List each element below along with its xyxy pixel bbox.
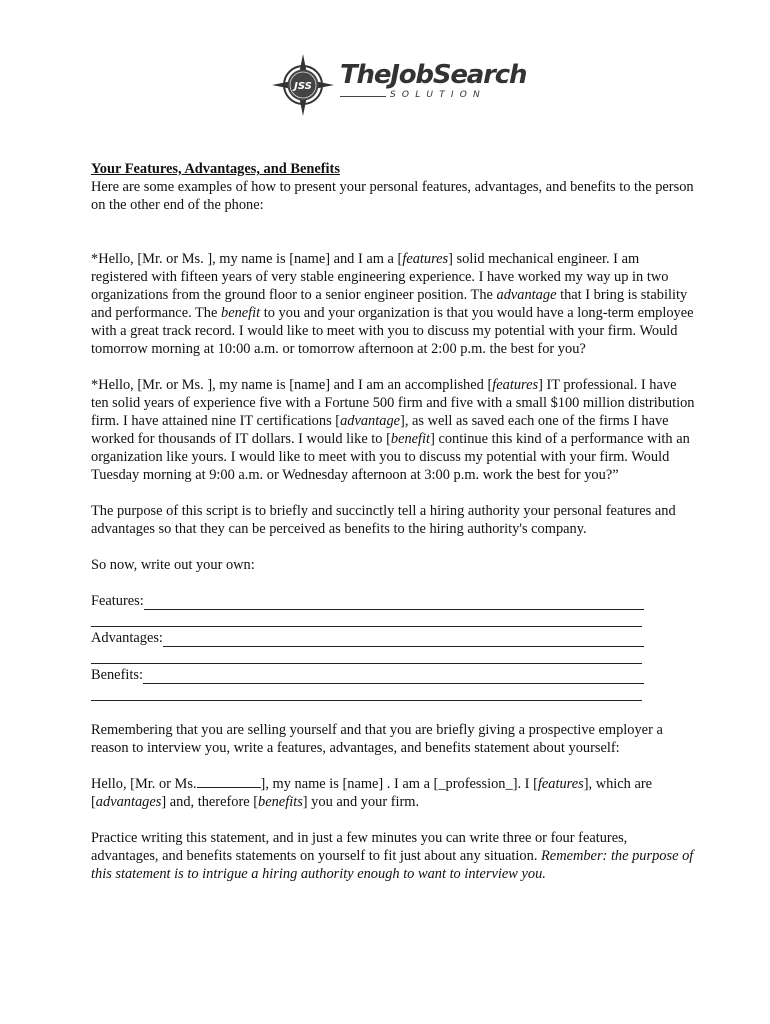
company-logo xyxy=(270,52,527,118)
features-label: Features: xyxy=(91,593,144,609)
practice-paragraph: Practice writing this statement, and in just a few minutes you can write three or four features, advantages, and benefits statements on yourself to fit just about any situation. Remember: the purpose of this statement is to intrigue a hiring authority enough to want to interview you. xyxy=(91,830,694,882)
advantages-field[interactable] xyxy=(91,629,644,647)
example-paragraph-2: *Hello, [Mr. or Ms. ], my name is [name] and I am an accomplished [features] IT professional. I have ten solid years of experience five with a Fortune 500 firm and five with a small $100 million distribution firm. I have attained nine IT certifications [advantage], as well as saved each one of the firms I have worked for thousands of IT dollars. I would like to [benefit] continue this kind of a performance with an organization like yours. I would like to meet with you to discuss my potential with your firm. Would Tuesday morning at 9:00 a.m. or Wednesday afternoon at 3:00 p.m. work the best for you?” xyxy=(91,377,695,483)
logo-wordmark: TheJobSearch xyxy=(340,60,527,90)
name-blank[interactable] xyxy=(197,775,261,788)
features-line-2[interactable] xyxy=(91,610,642,627)
benefits-line-2[interactable] xyxy=(91,684,642,701)
remembering-paragraph: Remembering that you are selling yourself and that you are briefly giving a prospective employer a reason to interview you, write a features, advantages, and benefits statement about yourself: xyxy=(91,722,663,756)
benefits-label: Benefits: xyxy=(91,667,143,683)
features-line[interactable] xyxy=(144,595,644,610)
purpose-paragraph: The purpose of this script is to briefly and succinctly tell a hiring authority your personal features and advantages so that they can be perceived as benefits to the hiring authority's company. xyxy=(91,503,676,537)
benefits-field[interactable] xyxy=(91,666,644,684)
features-field[interactable] xyxy=(91,592,644,610)
benefits-line[interactable] xyxy=(143,669,644,684)
example-paragraph-1: *Hello, [Mr. or Ms. ], my name is [name] and I am a [features] solid mechanical engineer. I am registered with fifteen years of very stable engineering experience. I have worked my way up in two organizations from the ground floor to a senior engineer position. The advantage that I bring is stability and performance. The benefit to you and your organization is that you would have a long-term employee with a great track record. I would like to meet with you to discuss my potential with your firm. Would tomorrow morning at 10:00 a.m. or tomorrow afternoon at 2:00 p.m. the best for you? xyxy=(91,251,694,357)
document-body xyxy=(91,160,696,883)
logo-monogram: JSS xyxy=(294,81,312,92)
advantages-line-2[interactable] xyxy=(91,647,642,664)
intro-paragraph: Here are some examples of how to present your personal features, advantages, and benefits to the person on the other end of the phone: xyxy=(91,179,694,213)
write-own-prompt: So now, write out your own: xyxy=(91,557,255,573)
statement-template: Hello, [Mr. or Ms. ], my name is [name] . I am a [_profession_]. I [features], which are [advantages] and, therefore [benefits] you and your firm. xyxy=(91,776,653,810)
logo-divider xyxy=(340,96,386,97)
advantages-label: Advantages: xyxy=(91,630,163,646)
compass-emblem-icon xyxy=(270,52,336,118)
section-heading: Your Features, Advantages, and Benefits xyxy=(91,161,340,177)
logo-subtitle: SOLUTION xyxy=(390,90,486,100)
advantages-line[interactable] xyxy=(163,632,644,647)
